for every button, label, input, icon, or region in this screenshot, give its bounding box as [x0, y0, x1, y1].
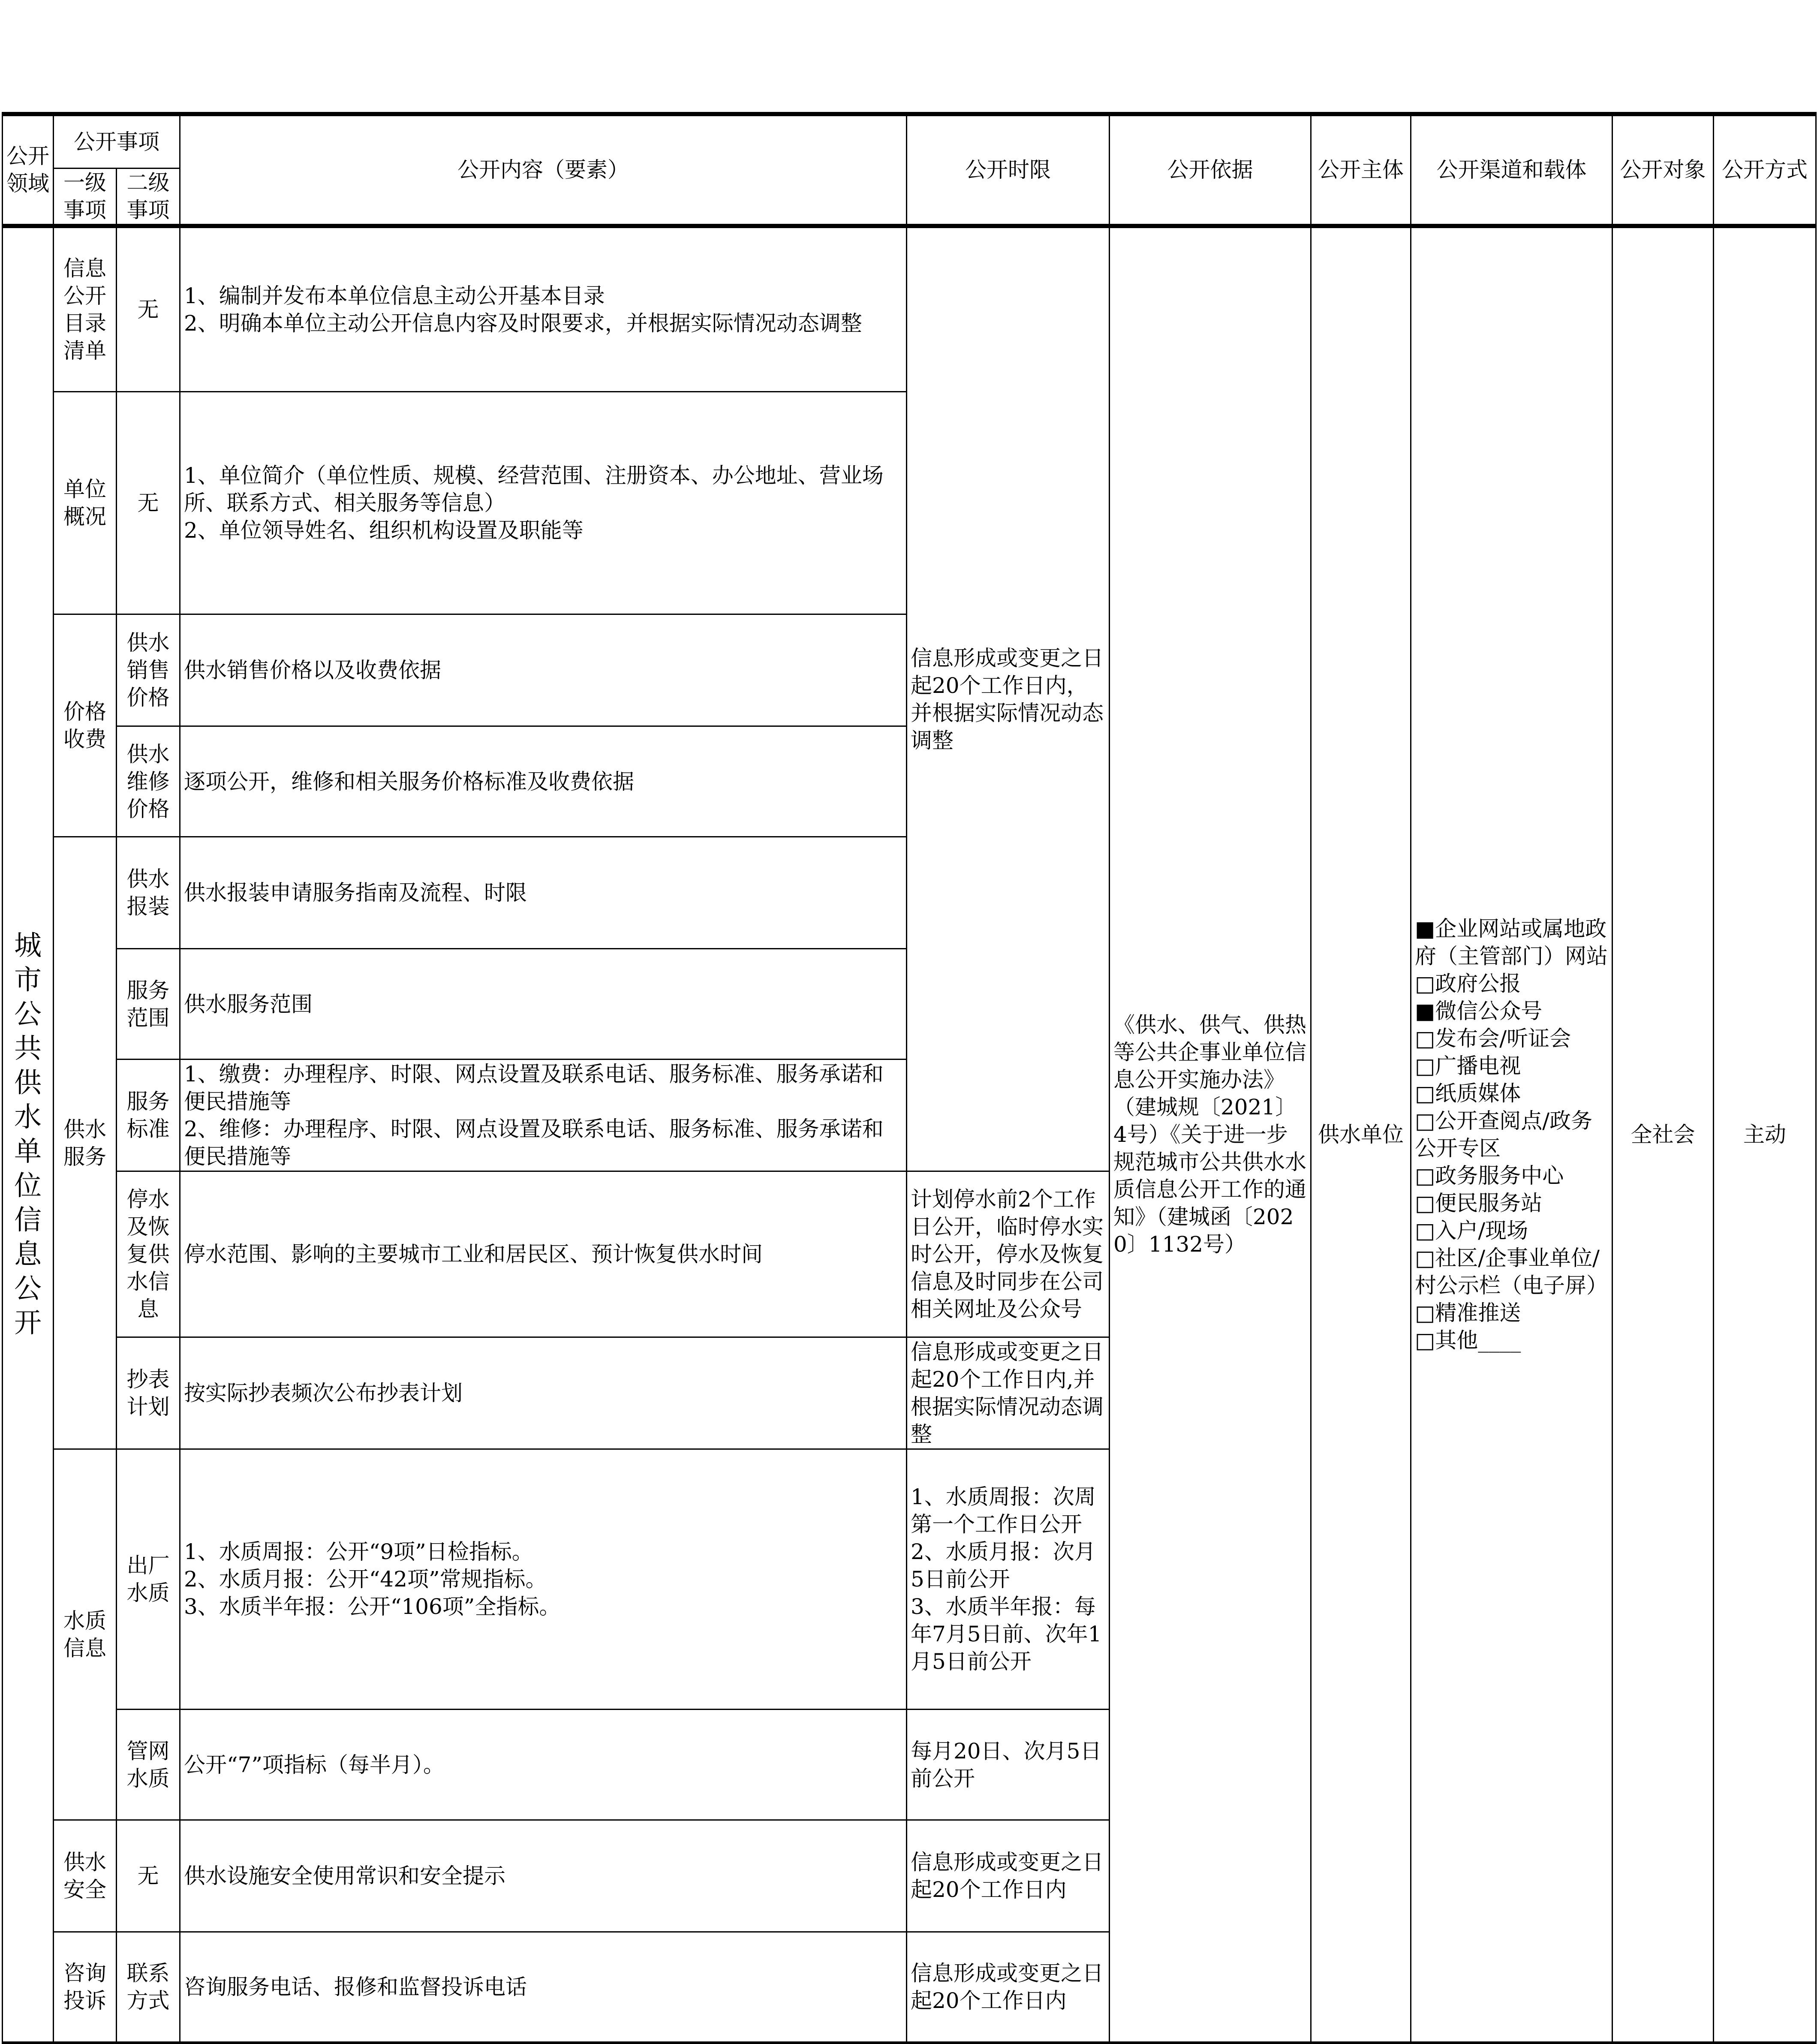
- header-time-limit: 公开时限: [907, 114, 1110, 226]
- content-cell: 1、水质周报：公开“9项”日检指标。 2、水质月报：公开“42项”常规指标。 3、水质半年报：公开“106项”全指标。: [180, 1449, 907, 1710]
- checkbox-checked-icon: ■: [1415, 916, 1435, 941]
- time-limit-cell: 信息形成或变更之日起20个工作日内,并根据实际情况动态调整: [907, 1337, 1110, 1449]
- channel-item: [1415, 915, 1608, 970]
- channel-item: [1415, 1080, 1608, 1107]
- channel-label: 便民服务站: [1435, 1191, 1543, 1216]
- header-content: 公开内容（要素）: [180, 114, 907, 226]
- time-limit-cell: 1、水质周报：次周第一个工作日公开 2、水质月报：次月5日前公开 3、水质半年报：每年7月5日前、次年1月5日前公开: [907, 1449, 1110, 1710]
- level2-cell: 服务标准: [117, 1060, 180, 1171]
- domain-cell: 城市公共供水单位信息公开: [3, 226, 54, 2043]
- channel-label: 精准推送: [1435, 1300, 1521, 1325]
- level1-cell: 供水服务: [54, 837, 117, 1449]
- level2-cell: 供水销售价格: [117, 614, 180, 726]
- level1-cell: 咨询投诉: [54, 1932, 117, 2043]
- level1-cell: 单位概况: [54, 392, 117, 614]
- channel-label: 入户/现场: [1435, 1218, 1528, 1243]
- checkbox-empty-icon: □: [1415, 971, 1435, 996]
- level2-cell: 抄表计划: [117, 1337, 180, 1449]
- content-cell: 逐项公开，维修和相关服务价格标准及收费依据: [180, 726, 907, 837]
- content-cell: 1、单位简介（单位性质、规模、经营范围、注册资本、办公地址、营业场所、联系方式、相关服务等信息） 2、单位领导姓名、组织机构设置及职能等: [180, 392, 907, 614]
- time-limit-cell: 计划停水前2个工作日公开，临时停水实时公开，停水及恢复信息及时同步在公司相关网址及公众号: [907, 1171, 1110, 1337]
- level2-cell: 供水报装: [117, 837, 180, 949]
- header-basis: 公开依据: [1110, 114, 1311, 226]
- content-cell: 1、缴费：办理程序、时限、网点设置及联系电话、服务标准、服务承诺和便民措施等 2、维修：办理程序、时限、网点设置及联系电话、服务标准、服务承诺和便民措施等: [180, 1060, 907, 1171]
- checkbox-empty-icon: □: [1415, 1163, 1435, 1188]
- channel-label: 其他____: [1435, 1328, 1521, 1353]
- level2-cell: 管网水质: [117, 1710, 180, 1820]
- channel-item: [1415, 1189, 1608, 1217]
- header-subject: 公开主体: [1311, 114, 1411, 226]
- channel-item: [1415, 1025, 1608, 1052]
- content-cell: 供水设施安全使用常识和安全提示: [180, 1820, 907, 1932]
- channel-item: [1415, 1299, 1608, 1327]
- checkbox-empty-icon: □: [1415, 1218, 1435, 1243]
- channel-label: 广播电视: [1435, 1054, 1521, 1078]
- channel-item: [1415, 1052, 1608, 1080]
- level1-cell: 供水安全: [54, 1820, 117, 1932]
- channel-label: 纸质媒体: [1435, 1081, 1521, 1106]
- time-limit-cell: 信息形成或变更之日起20个工作日内，并根据实际情况动态调整: [907, 226, 1110, 1171]
- channel-label: 发布会/听证会: [1435, 1026, 1571, 1051]
- header-level2: 二级事项: [117, 168, 180, 226]
- checkbox-empty-icon: □: [1415, 1081, 1435, 1106]
- content-cell: 供水服务范围: [180, 949, 907, 1060]
- checkbox-empty-icon: □: [1415, 1328, 1435, 1353]
- basis-cell: 《供水、供气、供热等公共企事业单位信息公开实施办法》（建城规〔2021〕4号）《关于进一步规范城市公共供水水质信息公开工作的通知》（建城函〔2020〕1132号）: [1110, 226, 1311, 2043]
- content-cell: 1、编制并发布本单位信息主动公开基本目录 2、明确本单位主动公开信息内容及时限要求，并根据实际情况动态调整: [180, 226, 907, 392]
- level2-cell: 无: [117, 1820, 180, 1932]
- channel-cell: [1411, 226, 1612, 2043]
- table-row: [3, 226, 1816, 392]
- checkbox-empty-icon: □: [1415, 1054, 1435, 1078]
- level2-cell: 无: [117, 392, 180, 614]
- channel-label: 政务服务中心: [1435, 1163, 1564, 1188]
- header-level1: 一级事项: [54, 168, 117, 226]
- header-channel: 公开渠道和载体: [1411, 114, 1612, 226]
- checkbox-empty-icon: □: [1415, 1191, 1435, 1216]
- time-limit-cell: 信息形成或变更之日起20个工作日内: [907, 1820, 1110, 1932]
- channel-item: [1415, 1107, 1608, 1162]
- level2-cell: 无: [117, 226, 180, 392]
- channel-label: 公开查阅点/政务公开专区: [1415, 1108, 1593, 1161]
- channel-item: [1415, 997, 1608, 1025]
- subject-cell: 供水单位: [1311, 226, 1411, 2043]
- channel-label: 政府公报: [1435, 971, 1521, 996]
- channel-label: 企业网站或属地政府（主管部门）网站: [1415, 916, 1608, 969]
- level2-cell: 供水维修价格: [117, 726, 180, 837]
- level1-cell: 价格收费: [54, 614, 117, 837]
- level2-cell: 停水及恢复供水信息: [117, 1171, 180, 1337]
- checkbox-empty-icon: □: [1415, 1108, 1435, 1133]
- level2-cell: 服务范围: [117, 949, 180, 1060]
- checkbox-empty-icon: □: [1415, 1026, 1435, 1051]
- content-cell: 按实际抄表频次公布抄表计划: [180, 1337, 907, 1449]
- content-cell: 咨询服务电话、报修和监督投诉电话: [180, 1932, 907, 2043]
- checkbox-empty-icon: □: [1415, 1246, 1435, 1270]
- content-cell: 供水报装申请服务指南及流程、时限: [180, 837, 907, 949]
- target-cell: 全社会: [1612, 226, 1714, 2043]
- content-cell: 公开“7”项指标（每半月）。: [180, 1710, 907, 1820]
- channel-label: 微信公众号: [1435, 999, 1543, 1024]
- level1-cell: 信息公开目录清单: [54, 226, 117, 392]
- time-limit-cell: 每月20日、次月5日前公开: [907, 1710, 1110, 1820]
- header-domain: 公开领域: [3, 114, 54, 226]
- level2-cell: 出厂水质: [117, 1449, 180, 1710]
- channel-item: [1415, 1162, 1608, 1189]
- content-cell: 供水销售价格以及收费依据: [180, 614, 907, 726]
- method-cell: 主动: [1714, 226, 1816, 2043]
- time-limit-cell: 信息形成或变更之日起20个工作日内: [907, 1932, 1110, 2043]
- channel-item: [1415, 970, 1608, 997]
- header-target: 公开对象: [1612, 114, 1714, 226]
- level1-cell: 水质信息: [54, 1449, 117, 1820]
- content-cell: 停水范围、影响的主要城市工业和居民区、预计恢复供水时间: [180, 1171, 907, 1337]
- channel-item: [1415, 1327, 1608, 1354]
- disclosure-table: [2, 112, 1817, 2044]
- channel-item: [1415, 1217, 1608, 1244]
- channel-list: [1415, 915, 1608, 1354]
- level2-cell: 联系方式: [117, 1932, 180, 2043]
- channel-label: 社区/企事业单位/村公示栏（电子屏）: [1415, 1246, 1608, 1298]
- header-items: 公开事项: [54, 114, 180, 168]
- header-method: 公开方式: [1714, 114, 1816, 226]
- checkbox-empty-icon: □: [1415, 1300, 1435, 1325]
- checkbox-checked-icon: ■: [1415, 999, 1435, 1024]
- channel-item: [1415, 1244, 1608, 1299]
